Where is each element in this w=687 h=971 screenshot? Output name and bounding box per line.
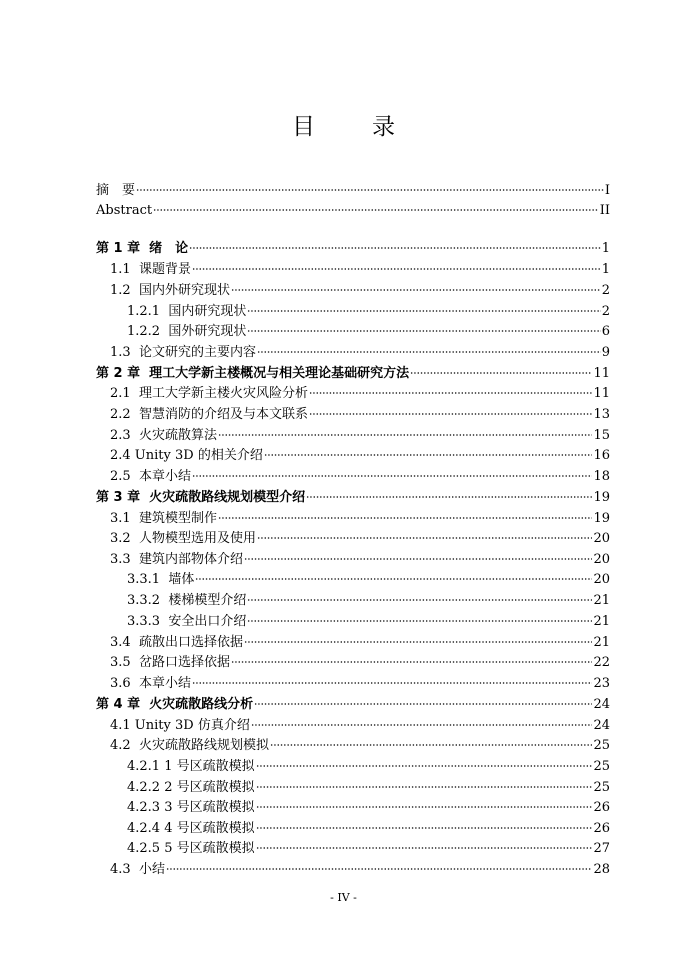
toc-entry: [96, 201, 610, 220]
toc-chapter-entry: [96, 488, 610, 507]
toc-page-number: 25: [593, 738, 610, 753]
dot-leader: [256, 847, 593, 849]
toc-page-number: II: [599, 203, 610, 218]
dot-leader: [192, 682, 593, 684]
dot-leader: [247, 330, 600, 332]
page-title: 目 录: [292, 114, 412, 140]
toc-entry-title: 2.4 Unity 3D 的相关介绍: [110, 448, 263, 463]
dot-leader: [218, 434, 593, 436]
toc-page-number: 23: [593, 676, 610, 691]
toc-page-number: 19: [593, 511, 610, 526]
dot-leader: [264, 454, 593, 456]
toc-entry: [96, 426, 610, 445]
dot-leader: [189, 247, 601, 249]
toc-entry-title: 第 3 章 火灾疏散路线规划模型介绍: [96, 490, 306, 505]
dot-leader: [256, 765, 593, 767]
toc-entry: [96, 509, 610, 528]
toc-page-number: 25: [593, 759, 610, 774]
toc-page-number: 28: [593, 862, 610, 877]
toc-entry: [96, 819, 610, 838]
toc-entry-title: 1.2.2 国外研究现状: [127, 324, 247, 339]
toc-entry-title: 3.5 岔路口选择依据: [110, 655, 230, 670]
toc-entry-title: 3.3 建筑内部物体介绍: [110, 552, 243, 567]
toc-entry: [96, 674, 610, 693]
toc-entry-title: 4.2.2 2 号区疏散模拟: [127, 780, 255, 795]
dot-leader: [309, 392, 593, 394]
toc-entry-title: 3.3.1 墙体: [127, 572, 195, 587]
toc-entry: [96, 384, 610, 403]
dot-leader: [153, 209, 599, 211]
toc-entry: [96, 757, 610, 776]
toc-entry: [96, 839, 610, 858]
toc-entry-title: 1.2 国内外研究现状: [110, 283, 230, 298]
toc-page-number: 27: [593, 841, 610, 856]
dot-leader: [257, 537, 593, 539]
dot-leader: [231, 289, 601, 291]
toc-page-number: I: [604, 183, 610, 198]
toc-page-number: 18: [593, 469, 610, 484]
dot-leader: [247, 599, 592, 601]
toc-chapter-entry: [96, 695, 610, 714]
toc-page-number: 22: [593, 655, 610, 670]
toc-entry: [96, 322, 610, 341]
toc-entry-title: 1.1 课题背景: [110, 262, 191, 277]
toc-page-number: 20: [593, 531, 610, 546]
dot-leader: [192, 268, 601, 270]
toc-entry-title: 2.2 智慧消防的介绍及与本文联系: [110, 407, 308, 422]
dot-leader: [247, 310, 600, 312]
toc-entry-title: 1.3 论文研究的主要内容: [110, 345, 256, 360]
toc-entry: [96, 860, 610, 879]
toc-entry: [96, 343, 610, 362]
toc-page-number: 24: [593, 697, 610, 712]
toc-entry: [96, 302, 610, 321]
toc-chapter-entry: [96, 239, 610, 258]
toc-page-number: 13: [593, 407, 610, 422]
toc-entry: [96, 653, 610, 672]
dot-leader: [218, 517, 593, 519]
toc-entry: [96, 612, 610, 631]
toc-entry-title: 第 4 章 火灾疏散路线分析: [96, 697, 254, 712]
dot-leader: [192, 475, 593, 477]
toc-entry: [96, 716, 610, 735]
toc-entry-title: 2.3 火灾疏散算法: [110, 428, 217, 443]
toc-entry: [96, 281, 610, 300]
dot-leader: [244, 558, 593, 560]
dot-leader: [251, 724, 593, 726]
toc-page-number: 16: [593, 448, 610, 463]
toc-entry-title: 4.1 Unity 3D 仿真介绍: [110, 718, 250, 733]
toc-entry: [96, 550, 610, 569]
toc-page-number: 15: [593, 428, 610, 443]
toc-page-number: 21: [593, 635, 610, 650]
toc-entry: [96, 529, 610, 548]
toc-entry: [96, 591, 610, 610]
dot-leader: [309, 413, 593, 415]
toc-page-number: 9: [601, 345, 610, 360]
toc-entry: [96, 181, 610, 200]
toc-page-number: 24: [593, 718, 610, 733]
toc-page-number: 1: [601, 262, 610, 277]
page-number-footer: - IV -: [330, 891, 357, 904]
toc-entry-title: 2.1 理工大学新主楼火灾风险分析: [110, 386, 308, 401]
toc-entry: [96, 446, 610, 465]
dot-leader: [256, 786, 593, 788]
toc-page-number: 6: [601, 324, 610, 339]
dot-leader: [306, 496, 592, 498]
toc-entry-title: 3.1 建筑模型制作: [110, 511, 217, 526]
toc-entry-title: 4.2.3 3 号区疏散模拟: [127, 800, 255, 815]
toc-page-number: 26: [593, 821, 610, 836]
toc-entry-title: 第 1 章 绪 论: [96, 241, 189, 256]
dot-leader: [244, 641, 593, 643]
toc-entry-title: 1.2.1 国内研究现状: [127, 304, 247, 319]
dot-leader: [256, 806, 593, 808]
toc-entry-title: 4.3 小结: [110, 862, 165, 877]
dot-leader: [136, 189, 604, 191]
toc-page-number: 20: [593, 552, 610, 567]
toc-page-number: 21: [593, 593, 610, 608]
toc-entry-title: 3.2 人物模型选用及使用: [110, 531, 256, 546]
toc-entry: [96, 778, 610, 797]
toc-entry: [96, 260, 610, 279]
toc-entry: [96, 570, 610, 589]
toc-page-number: 19: [593, 490, 610, 505]
toc-page-number: 20: [593, 572, 610, 587]
dot-leader: [247, 620, 592, 622]
dot-leader: [270, 744, 593, 746]
toc-entry-title: 4.2.1 1 号区疏散模拟: [127, 759, 255, 774]
dot-leader: [254, 703, 592, 705]
toc-entry-title: 4.2.5 5 号区疏散模拟: [127, 841, 255, 856]
toc-entry: [96, 467, 610, 486]
toc-page-number: 2: [601, 283, 610, 298]
dot-leader: [257, 351, 601, 353]
dot-leader: [256, 827, 593, 829]
toc-page-number: 25: [593, 780, 610, 795]
toc-entry-title: 3.3.2 楼梯模型介绍: [127, 593, 247, 608]
dot-leader: [195, 578, 592, 580]
toc-entry-title: 摘 要: [96, 183, 136, 198]
toc-entry-title: 4.2 火灾疏散路线规划模拟: [110, 738, 269, 753]
toc-page-number: 11: [593, 386, 610, 401]
toc-entry-title: 3.4 疏散出口选择依据: [110, 635, 243, 650]
toc-entry-title: 第 2 章 理工大学新主楼概况与相关理论基础研究方法: [96, 366, 410, 381]
toc-entry-title: 3.6 本章小结: [110, 676, 191, 691]
toc-entry-title: Abstract: [96, 203, 153, 218]
toc-page-number: 2: [601, 304, 610, 319]
toc-page-number: 1: [601, 241, 610, 256]
toc-chapter-entry: [96, 364, 610, 383]
toc-entry-title: 3.3.3 安全出口介绍: [127, 614, 247, 629]
toc-entry-title: 4.2.4 4 号区疏散模拟: [127, 821, 255, 836]
toc-entry: [96, 798, 610, 817]
dot-leader: [231, 661, 593, 663]
toc-entry: [96, 736, 610, 755]
toc-entry: [96, 633, 610, 652]
toc-page-number: 21: [593, 614, 610, 629]
toc-entry: [96, 405, 610, 424]
toc-page-number: 26: [593, 800, 610, 815]
dot-leader: [166, 868, 593, 870]
toc-entry-title: 2.5 本章小结: [110, 469, 191, 484]
dot-leader: [410, 372, 592, 374]
toc-page-number: 11: [593, 366, 610, 381]
